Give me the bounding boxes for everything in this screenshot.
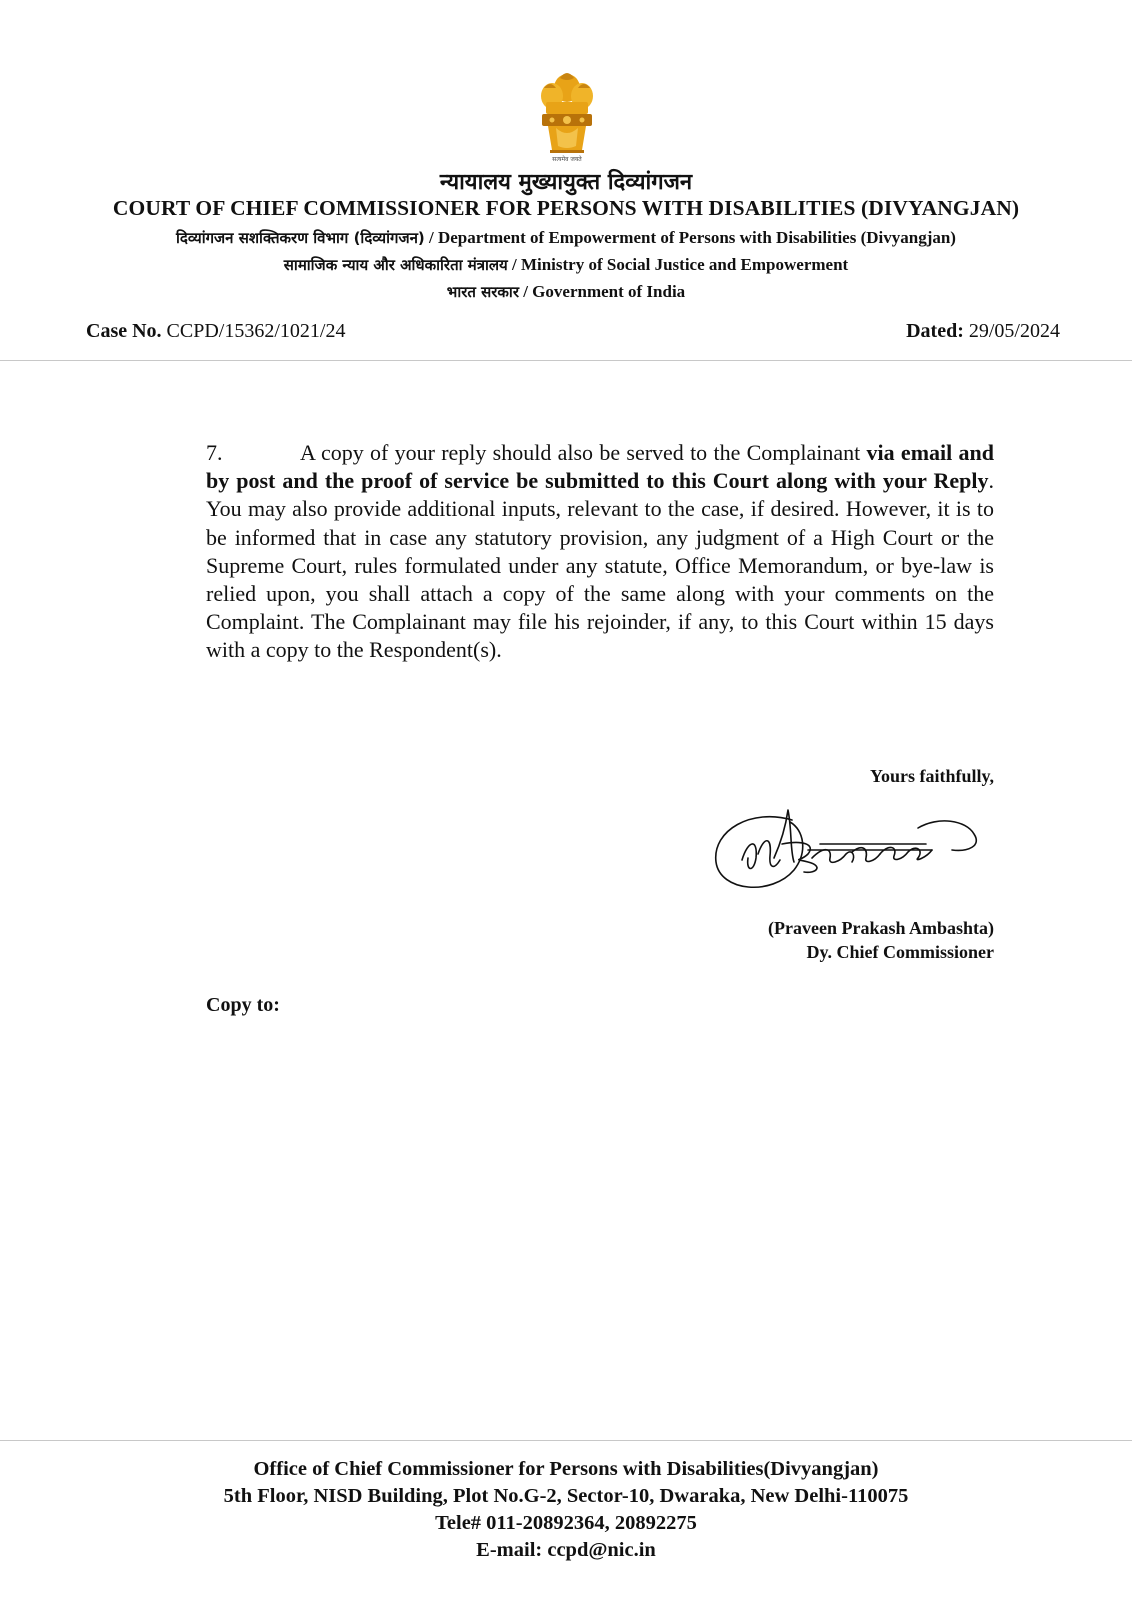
department-line [0, 228, 1132, 248]
signatory-designation: Dy. Chief Commissioner [806, 942, 994, 962]
handwritten-signature [712, 800, 1002, 910]
emblem-motto: सत्यमेव जयते [552, 156, 582, 163]
paragraph-number: 7. [206, 440, 223, 465]
government-hindi: भारत सरकार [446, 283, 519, 301]
court-title-hindi: न्यायालय मुख्यायुक्त दिव्यांगजन [439, 170, 693, 195]
government-english: / Government of India [518, 282, 686, 301]
paragraph-text-start: A copy of your reply should also be served to the Complainant [300, 440, 867, 465]
closing-salutation: Yours faithfully, [869, 766, 994, 786]
date-field [906, 320, 1060, 343]
copy-to-label: Copy to: [206, 994, 280, 1016]
paragraph-7 [206, 439, 994, 665]
paragraph-bold-text: via email and by post and the proof of service be submitted to this Court along with your Reply [206, 440, 994, 494]
national-emblem-icon [532, 66, 602, 164]
department-english: / Department of Empowerment of Persons with Disabilities (Divyangjan) [424, 228, 956, 247]
header-divider [0, 360, 1132, 361]
ministry-english: / Ministry of Social Justice and Empowerment [507, 255, 849, 274]
date-label: Dated: [906, 320, 964, 342]
department-hindi: दिव्यांगजन सशक्तिकरण विभाग (दिव्यांगजन) [176, 229, 425, 247]
ministry-hindi: सामाजिक न्याय और अधिकारिता मंत्रालय [283, 256, 508, 274]
footer-divider [0, 1440, 1132, 1441]
signatory-name: (Praveen Prakash Ambashta) [768, 918, 994, 938]
footer-email: E-mail: ccpd@nic.in [476, 1539, 656, 1561]
date-value: 29/05/2024 [963, 320, 1060, 342]
footer-phone: Tele# 011-20892364, 20892275 [435, 1512, 697, 1534]
case-number-value: CCPD/15362/1021/24 [161, 320, 346, 342]
case-number [86, 320, 345, 343]
ministry-line [0, 255, 1132, 275]
footer-address: 5th Floor, NISD Building, Plot No.G-2, Sector-10, Dwaraka, New Delhi-110075 [223, 1485, 909, 1507]
footer-office: Office of Chief Commissioner for Persons with Disabilities(Divyangjan) [253, 1458, 879, 1480]
court-title: COURT OF CHIEF COMMISSIONER FOR PERSONS WITH DISABILITIES (DIVYANGJAN) [112, 196, 1020, 220]
paragraph-text-end: . You may also provide additional inputs, relevant to the case, if desired. However, it is to be informed that in case any statutory provision, any judgment of a High Court or the Supreme Court, rules formulated under any statute, Office Memorandum, or bye-law is relied upon, you shall attach a copy of the same along with your comments on the Complaint. The Complainant may file his rejoinder, if any, to this Court within 15 days with a copy to the Respondent(s). [206, 468, 994, 663]
government-line [0, 282, 1132, 302]
case-number-label: Case No. [86, 320, 162, 342]
